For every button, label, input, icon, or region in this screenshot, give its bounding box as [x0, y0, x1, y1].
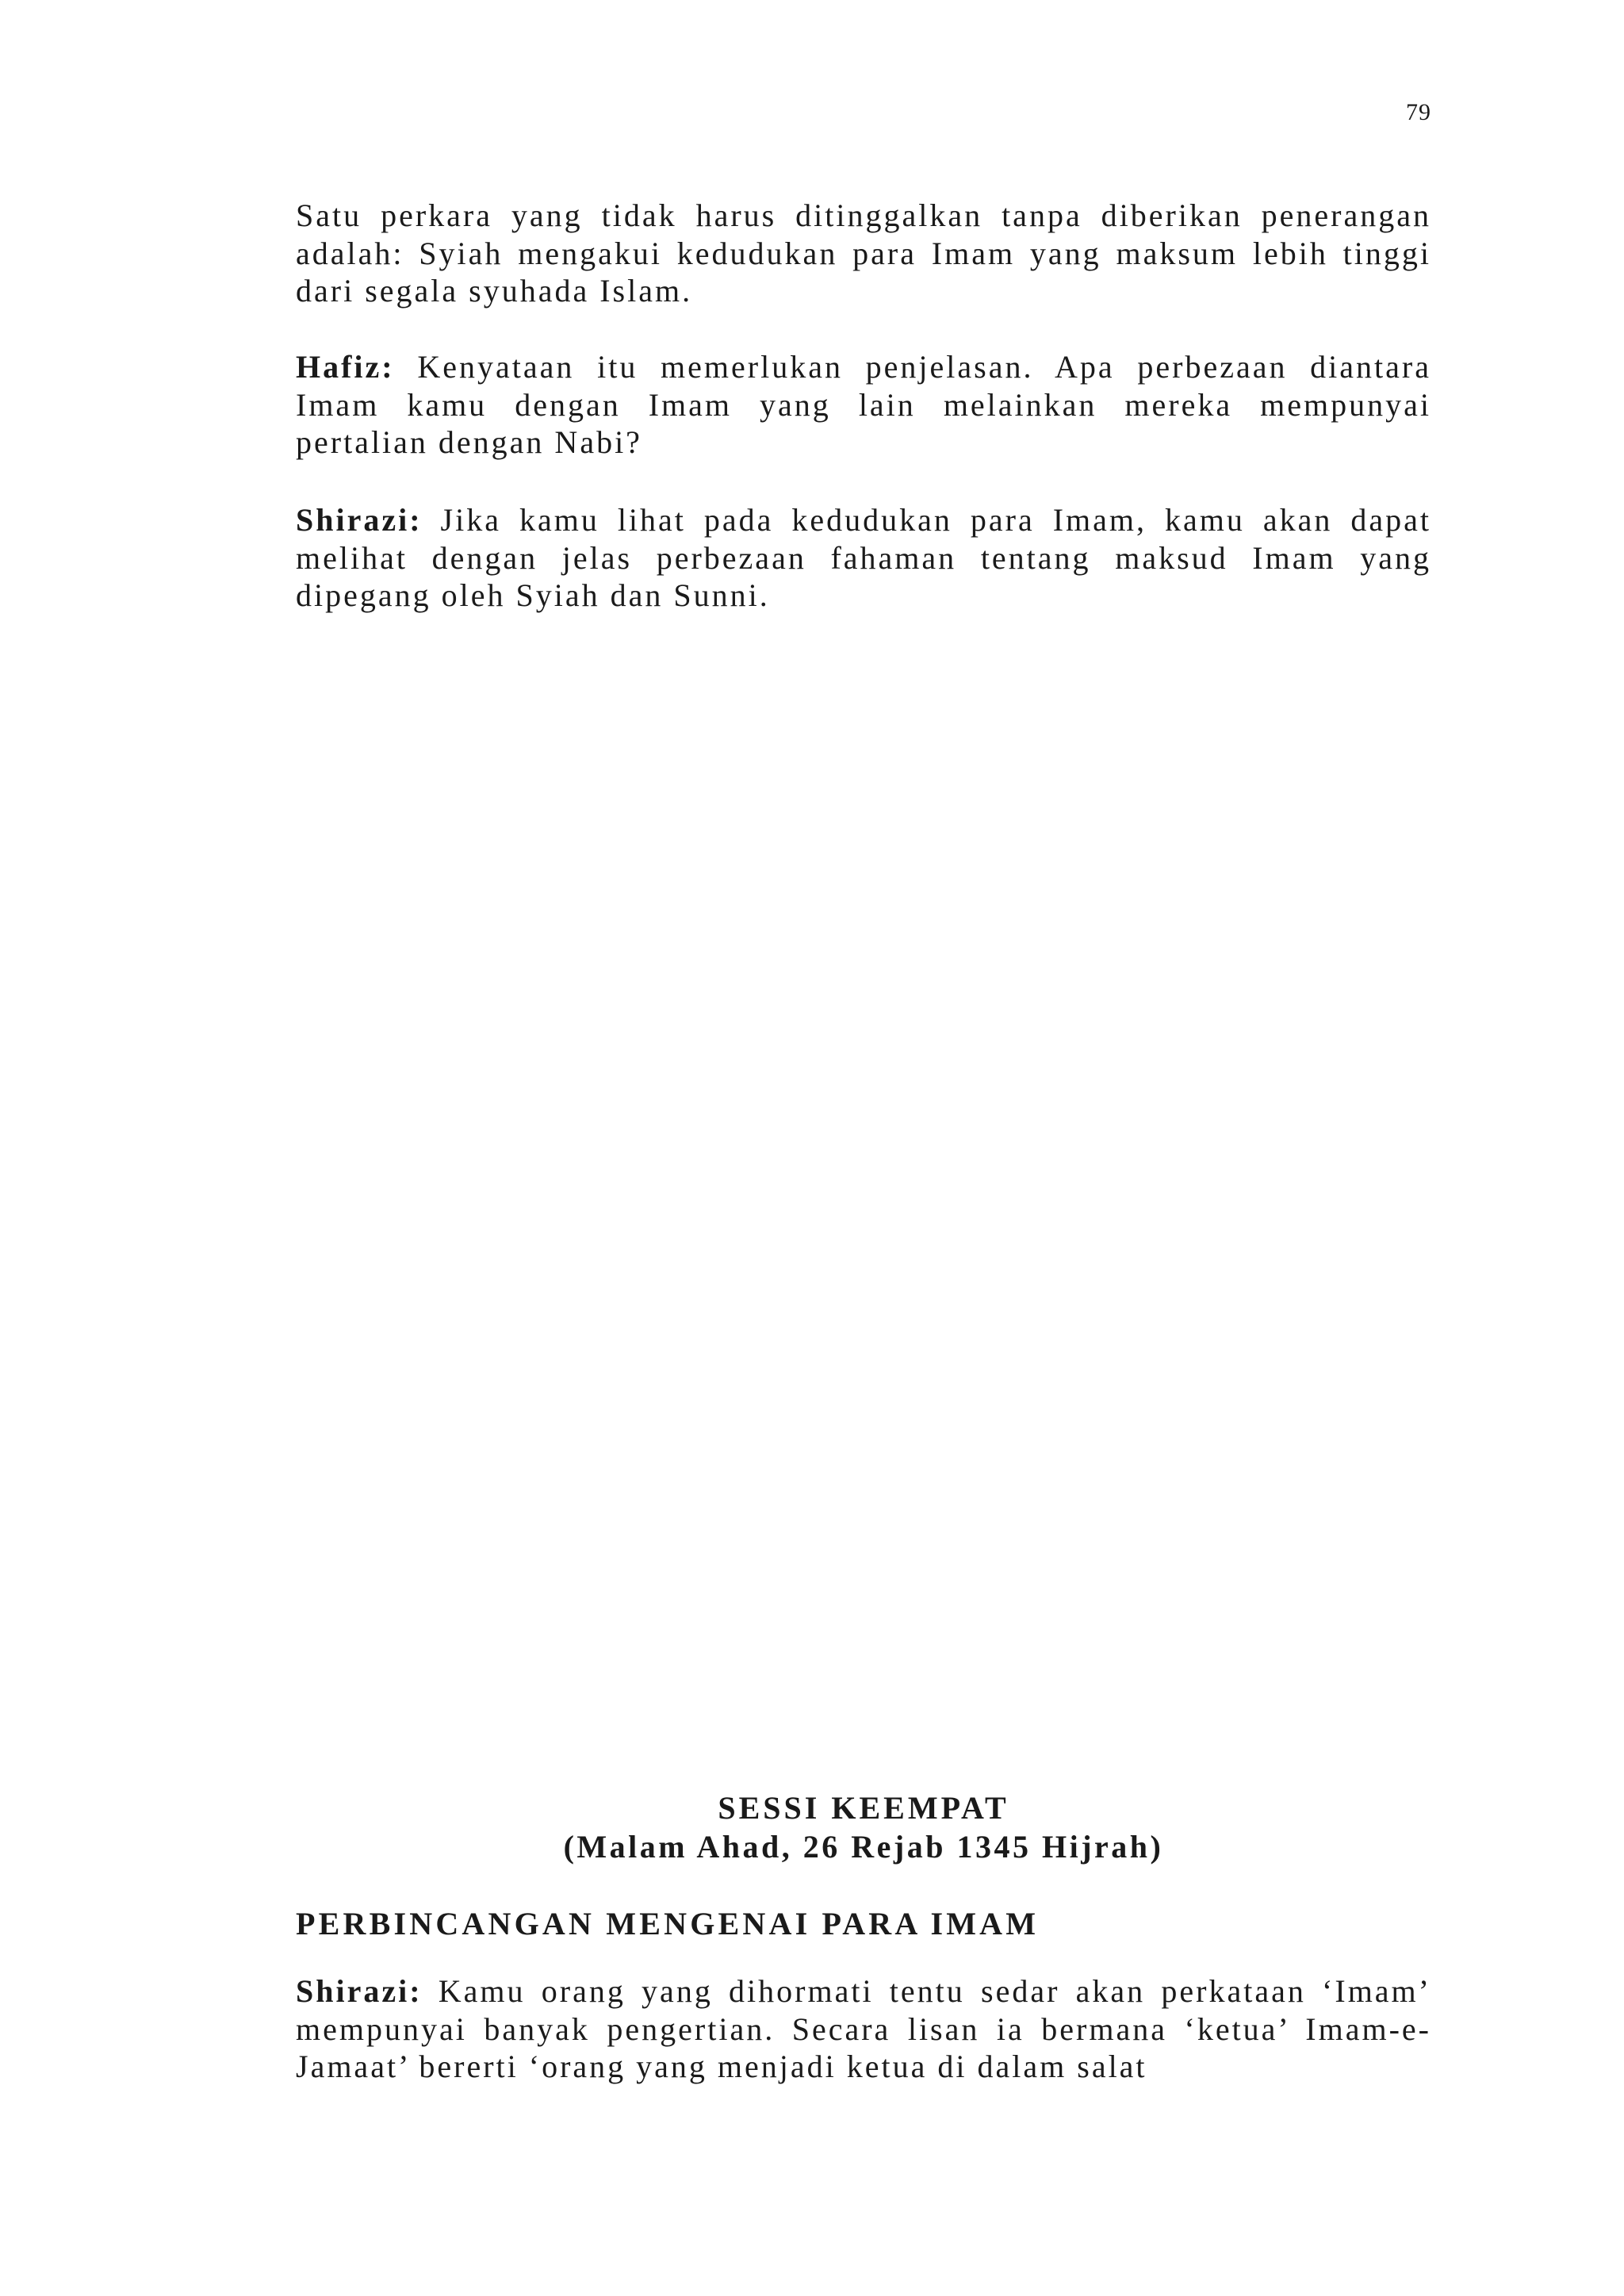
paragraph-intro — [296, 197, 1431, 310]
paragraph-shirazi — [296, 501, 1431, 615]
speaker-label: Shirazi: — [296, 502, 423, 538]
section-heading: PERBINCANGAN MENGENAI PARA IMAM — [296, 1906, 1040, 1941]
paragraph-text: Kamu orang yang dihormati tentu sedar akan perkataan ‘Imam’ mempunyai banyak pengertian. Secara lisan ia bermana ‘ketua’ Imam-e-Jamaat’ bererti ‘orang yang menjadi ketua di dalam salat — [296, 1973, 1431, 2084]
paragraph-text: Jika kamu lihat pada kedudukan para Imam, kamu akan dapat melihat dengan jelas perbezaan fahaman tentang maksud Imam yang dipegang oleh Syiah dan Sunni. — [296, 502, 1431, 613]
page-number: 79 — [1406, 99, 1431, 125]
session-title: SESSI KEEMPAT — [718, 1790, 1009, 1826]
paragraph-text: Satu perkara yang tidak harus ditinggalkan tanpa diberikan penerangan adalah: Syiah mengakui kedudukan para Imam yang maksum lebih tinggi dari segala syuhada Islam. — [296, 197, 1431, 309]
paragraph-text: Kenyataan itu memerlukan penjelasan. Apa perbezaan diantara Imam kamu dengan Imam yang lain melainkan mereka mempunyai pertalian dengan Nabi? — [296, 349, 1431, 460]
paragraph-hafiz — [296, 348, 1431, 462]
paragraph-closing — [296, 1972, 1431, 2086]
speaker-label: Hafiz: — [296, 349, 395, 385]
session-subtitle: (Malam Ahad, 26 Rejab 1345 Hijrah) — [563, 1829, 1164, 1865]
speaker-label: Shirazi: — [296, 1973, 423, 2009]
